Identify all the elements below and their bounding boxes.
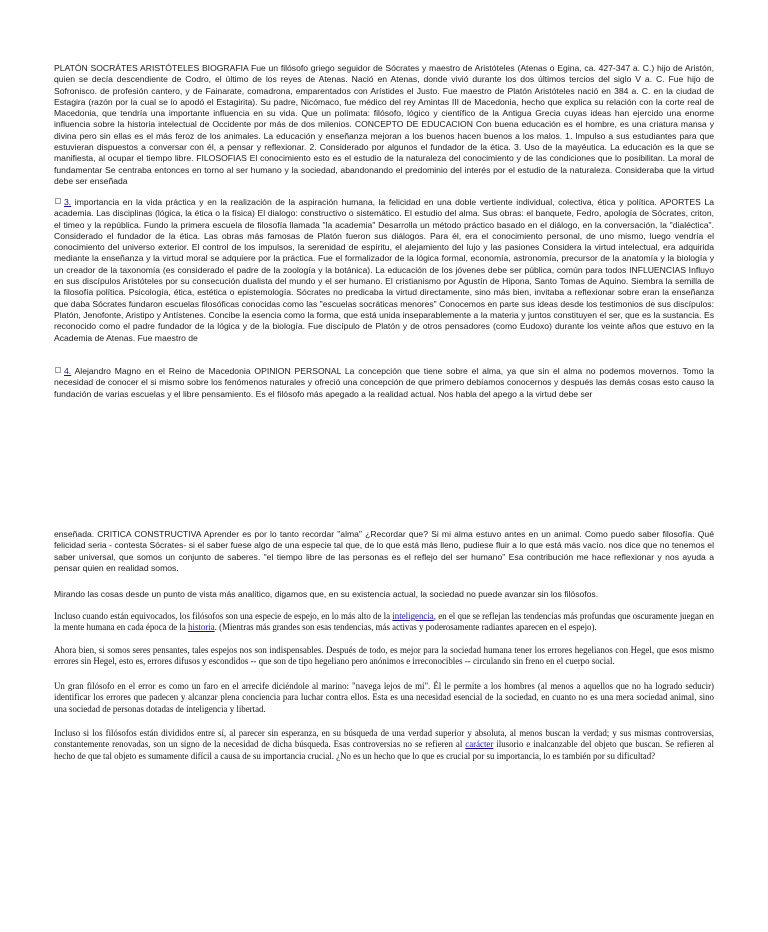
importance-text: importancia en la vida práctica y en la realización de la aspiración humana, la felicidad en una doble vertiente individual, colectiva, ética y política. APORTES La academia. Las disciplinas (lógica, la ética o la física) El dialogo: constructivo o sistemático. El estudio del alma. Sus obras: el banquete, Fedro, apología de Sócrates, criton, el timeo y la república. Fundo la primera escuela de filosofía llamada "la academia" Desarrolla un método práctico basado en el diálogo, en la conversación, la "dialéctica". Considerado el fundador de la ética. Las obras más famosas de Platón fueron sus diálogos. Para él, era el conocimiento personal, de uno mismo, luego vendría el conocimiento del universo exterior. El control de los impulsos, la serenidad de espíritu, el alejamiento del lujo y las pasiones Considera la virtud intelectual, era adquirida mediante la enseñanza y la virtud moral se adquiere por la práctica. Fue el formalizador de la lógica formal, economía, astronomía, precursor de la anatomía y la biología y un creador de la taxonomía (es considerado el padre de la zoología y la botánica). La educación de los jóvenes debe ser pública, común para todos INFLUENCIAS Influyo en sus discípulos Aristóteles por su consecución dualista del mundo y el ser humano. El cristianismo por Agustín de Hipona, Santo Tomas de Aquino. Siembra la semilla de la filosofía política. Psicología, ética, estética o epistemología. Sócrates no predicaba la virtud directamente, sino más bien, invitaba a reflexionar sobre eran la enseñanza que daba Sócrates fundaron escuelas filosóficas conocidas como las "escuelas socráticas menores" Conocemos en parte sus ideas desde los testimonios de sus discípulos: Platón, Jenofonte, Aristipo y Antístenes. Concibe la esencia como la forma, que está unida inseparablemente a la materia y juntos constituyen el ser, que es la sustancia. Es reconocido como el padre fundador de la lógica y de la biología. Fue discípulo de Platón y de otros pensadores (como Eudoxo) durante los veinte años que estuvo en la Academia de Atenas. Fue maestro de [54,197,714,343]
mirror-text-a: Incluso cuando están equivocados, los filósofos son una especie de espejo, en lo más alto de la [54,611,393,621]
alexander-paragraph [54,366,714,400]
biography-paragraph: PLATÓN SOCRÁTES ARISTÓTELES BIOGRAFIA Fue un filósofo griego seguidor de Sócrates y maestro de Aristóteles (Atenas o Egina, ca. 427-347 a. C.) hijo de Aristón, quien se decía descendiente de Codro, el último de los reyes de Atenas. Nació en Atenas, donde vivió durante los dos últimos tercios del siglo V a. C. Fue hijo de Sofronisco. de profesión cantero, y de Fainarate, comadrona, emparentados con Arístides el Justo. Fue maestro de Platón Aristóteles nació en 384 a. C. en la ciudad de Estagira (razón por la cual se lo apodó el Estagirita). Su padre, Nicómaco, fue médico del rey Amintas III de Macedonia, hecho que explica su relación con la corte real de Macedonia, que tendría una importante influencia en su vida. Que un polímata: filósofo, lógico y científico de la Antigua Grecia cuyas ideas han ejercido una enorme influencia sobre la historia intelectual de Occidente por más de dos milenios. CONCEPTO DE EDUCACION Con buena educación es el hombre, es una criatura mansa y divina pero sin ellas es el más feroz de los animales. La educación y enseñanza mejoran a los buenos hacen buenos a los malos. 1. Impulso a sus estudiantes para que estuvieran dispuestos a conversar con él, a pensar y reflexionar. 2. Considerado por algunos el fundador de la ética. 3. Uso de la mayéutica. La educación es la que se manifiesta, al ocupar el tiempo libre. FILOSOFIAS El conocimiento esto es el estudio de la naturaleza del conocimiento y de las condiciones que lo posibilitan. La moral de fundamentar Se centraba entonces en torno al ser humano y la sociedad, abandonando el predominio del interés por el estudio de la naturaleza. Consideraba que la virtud debe ser enseñada [54,63,714,186]
hegel-paragraph: Ahora bien, si somos seres pensantes, tales espejos nos son indispensables. Después de todo, es mejor para la sociedad humana tener los errores hegelianos con Hegel, que esos mismo errores sin Hegel, esto es, errores difusos y escondidos -- que son de tipo hegeliano pero anónimos e irreconocibles -- circulando sin freno en el cuerpo social. [54,645,714,667]
historia-link[interactable]: historia [188,622,215,633]
importance-paragraph [54,197,714,344]
item-link-4[interactable]: 4. [64,366,72,376]
mirror-text-c: . (Mientras más grandes son esas tendencias, más activas y poderosamente radiantes aparecen en el espejo). [214,622,597,633]
analytic-paragraph: Mirando las cosas desde un punto de vista más analítico, digamos que, en su existencia actual, la sociedad no puede avanzar sin los filósofos. [54,589,599,599]
inteligencia-link[interactable]: inteligencia [392,611,434,621]
mirror-paragraph [54,611,714,634]
alexander-text: Alejandro Magno en el Reino de Macedonia OPINION PERSONAL La concepción que tiene sobre el alma, ya que sin el alma no podemos movernos. Tomo la necesidad de conocer el si mismo sobre los fenómenos naturales y ofreció una concepción de que primero debíamos conocernos y después las demás cosas esto causo la fundación de varias escuelas y el libre pensamiento. Es el filósofo más apegado a la realidad actual. Nos habla del apego a la virtud debe ser [54,366,714,399]
bullet-icon [55,367,61,373]
item-link-3[interactable]: 3. [64,197,72,207]
mirror-text-b: , en el que se reflejan las tendencias más profundas que oscuramente juegan en la mente humana en cada época de la [54,611,714,633]
caracter-link[interactable]: carácter [465,739,494,750]
controversy-text-b: ilusorio e inalcanzable del objeto que buscan. Se refieren al hecho de que tal objeto es sumamente difícil a causa de su importancia crucial. ¿No es un hecho que lo que es crucial por su importancia, lo es también por su dificultad? [54,739,714,761]
lighthouse-paragraph: Un gran filósofo en el error es como un faro en el arrecife diciéndole al marino: "navega lejos de mí". Él le permite a los hombres (al menos a aquellos que no ha logrado seducir) identificar los errores que padecen y alcanzar plena conciencia para luchar contra ellos. Esta es una necesidad esencial de la sociedad, en cuanto no es una mera sociedad animal, sino una sociedad de personas dotadas de inteligencia y libertad. [54,681,714,714]
controversy-text-a: Incluso si los filósofos están divididos entre sí, al parecer sin esperanza, en su búsqueda de una verdad superior y absoluta, al menos buscan la verdad; y sus mismas controversias, constantemente renovadas, son un signo de la necesidad de dicha búsqueda. Esas controversias no se refieren al [54,728,714,750]
critique-paragraph: enseñada. CRITICA CONSTRUCTIVA Aprender es por lo tanto recordar "alma" ¿Recordar que? Si mi alma estuvo antes en un animal. Como puedo saber filosofía. Qué felicidad seria - contesta Sócrates- si el saber fuese algo de una especie tal que, de lo que está más lleno, pudiese fluir a lo que está más vacío. nos dice que no tenemos el saber universal, que somos un conjunto de saberes. "el tiempo libre de las personas es el reflejo del ser humano" Esa contribución me hace reflexionar y nos ayuda a pensar quien en realidad somos. [54,529,714,573]
controversy-paragraph [54,728,714,762]
bullet-icon [55,198,61,204]
